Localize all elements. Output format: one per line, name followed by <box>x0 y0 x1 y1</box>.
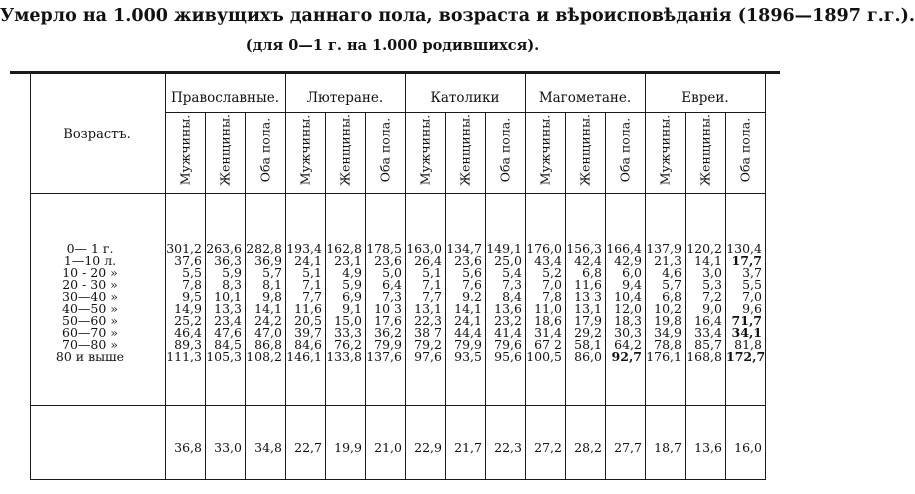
table-cell: 10 3 <box>374 301 402 316</box>
table-cell: 9.2 <box>462 289 482 304</box>
table-cell: 178,5 <box>366 241 402 256</box>
table-subtitle: (для 0—1 г. на 1.000 родившихся). <box>245 37 540 54</box>
value-column-both <box>726 241 766 364</box>
table-cell: 5,1 <box>302 265 322 280</box>
table-cell: 24,1 <box>294 253 322 268</box>
table-cell: 5,4 <box>502 265 522 280</box>
sex-label-male: Мужчины. <box>297 114 313 186</box>
table-cell: 23,6 <box>454 253 482 268</box>
table-cell: 9,6 <box>742 301 762 316</box>
value-column-male <box>646 243 682 363</box>
age-column <box>40 243 140 363</box>
table-cell: 162,8 <box>326 241 362 256</box>
table-cell: 79,2 <box>414 337 442 352</box>
table-cell: 100,5 <box>526 349 562 364</box>
table-cell: 39,7 <box>294 325 322 340</box>
table-cell: 108,2 <box>246 349 282 364</box>
table-cell: 11,0 <box>534 301 562 316</box>
value-column-both <box>246 243 282 363</box>
table-cell: 12,0 <box>614 301 642 316</box>
total-cell: 16,0 <box>734 440 762 455</box>
value-column-female <box>686 243 722 363</box>
group-header-rule <box>165 112 765 113</box>
table-cell: 81,8 <box>734 337 762 352</box>
table-cell: 11,6 <box>294 301 322 316</box>
table-cell: 95,6 <box>494 349 522 364</box>
table-cell: 36,3 <box>214 253 242 268</box>
table-cell: 19,8 <box>654 313 682 328</box>
table-cell: 130,4 <box>726 241 762 256</box>
table-cell: 17,6 <box>374 313 402 328</box>
sex-label-both: Оба пола. <box>497 117 513 183</box>
table-cell: 137,6 <box>366 349 402 364</box>
table-cell: 137,9 <box>646 241 682 256</box>
table-cell: 3,7 <box>742 265 762 280</box>
table-cell: 16,4 <box>694 313 722 328</box>
table-cell: 8,4 <box>502 289 522 304</box>
table-cell: 25,0 <box>494 253 522 268</box>
table-cell: 6,8 <box>582 265 602 280</box>
table-cell: 14,1 <box>254 301 282 316</box>
table-cell: 11,6 <box>574 277 602 292</box>
table-cell: 93,5 <box>454 349 482 364</box>
age-label: 70—80 » <box>62 337 118 352</box>
total-cell: 19,9 <box>334 440 362 455</box>
table-cell: 33,4 <box>694 325 722 340</box>
total-cell: 34,8 <box>254 440 282 455</box>
table-cell: 6,8 <box>662 289 682 304</box>
total-cell: 33,0 <box>214 440 242 455</box>
table-cell: 13,3 <box>214 301 242 316</box>
table-cell: 134,7 <box>446 241 482 256</box>
group-header-lutheran: Лютеране. <box>306 90 384 106</box>
table-cell: 282,8 <box>246 241 282 256</box>
table-cell: 24,1 <box>454 313 482 328</box>
table-cell: 7,7 <box>422 289 442 304</box>
table-cell: 8,1 <box>262 277 282 292</box>
table-cell: 7,3 <box>502 277 522 292</box>
table-cell: 42,9 <box>614 253 642 268</box>
group-header-jewish: Евреи. <box>681 90 729 106</box>
table-cell: 31,4 <box>534 325 562 340</box>
table-cell: 111,3 <box>166 349 202 364</box>
table-cell: 86,0 <box>574 349 602 364</box>
group-header-catholic: Католики <box>430 90 500 106</box>
table-cell: 14,9 <box>174 301 202 316</box>
table-cell: 5,1 <box>422 265 442 280</box>
table-cell: 120,2 <box>686 241 722 256</box>
table-cell: 9,4 <box>622 277 642 292</box>
table-cell: 176,1 <box>646 349 682 364</box>
table-cell: 5,0 <box>382 265 402 280</box>
table-cell: 23,4 <box>214 313 242 328</box>
sex-label-male: Мужчины. <box>537 114 553 186</box>
table-cell: 14,1 <box>454 301 482 316</box>
table-cell: 79,9 <box>454 337 482 352</box>
table-cell: 5,3 <box>702 277 722 292</box>
table-cell: 64,2 <box>614 337 642 352</box>
table-cell: 79,6 <box>494 337 522 352</box>
table-cell: 7,1 <box>302 277 322 292</box>
table-cell: 156,3 <box>566 241 602 256</box>
sex-label-female: Женщины. <box>457 114 473 186</box>
table-cell: 166,4 <box>606 241 642 256</box>
sex-label-male: Мужчины. <box>417 114 433 186</box>
total-cell: 21,0 <box>374 440 402 455</box>
age-label: 50—60 » <box>62 313 118 328</box>
table-cell: 17,7 <box>731 253 762 268</box>
total-cell: 28,2 <box>574 440 602 455</box>
value-column-female <box>326 243 362 363</box>
top-rule-thick <box>10 71 780 74</box>
age-label: 20 - 30 » <box>62 277 118 292</box>
table-cell: 4,9 <box>342 265 362 280</box>
table-cell: 7,6 <box>462 277 482 292</box>
total-cell: 27,7 <box>614 440 642 455</box>
table-cell: 43,4 <box>534 253 562 268</box>
table-cell: 34,9 <box>654 325 682 340</box>
table-cell: 15,0 <box>334 313 362 328</box>
table-bottom-rule <box>30 479 765 480</box>
age-label: 80 и выше <box>55 349 125 364</box>
table-cell: 13,1 <box>574 301 602 316</box>
table-cell: 5,5 <box>742 277 762 292</box>
table-cell: 10,1 <box>214 289 242 304</box>
value-column-female <box>566 243 602 363</box>
table-cell: 6,0 <box>622 265 642 280</box>
table-cell: 7,8 <box>182 277 202 292</box>
table-cell: 8,3 <box>222 277 242 292</box>
table-cell: 13,1 <box>414 301 442 316</box>
value-column-male <box>286 243 322 363</box>
sex-label-female: Женщины. <box>217 114 233 186</box>
total-cell: 18,7 <box>654 440 682 455</box>
table-cell: 67 2 <box>534 337 562 352</box>
value-column-both <box>366 243 402 363</box>
total-cell: 21,7 <box>454 440 482 455</box>
sex-label-both: Оба пола. <box>737 117 753 183</box>
value-column-female <box>446 243 482 363</box>
table-cell: 6,4 <box>382 277 402 292</box>
table-cell: 13,6 <box>494 301 522 316</box>
table-cell: 7,2 <box>702 289 722 304</box>
table-cell: 5,7 <box>662 277 682 292</box>
sex-label-female: Женщины. <box>337 114 353 186</box>
left-border <box>30 74 31 480</box>
total-cell: 22,3 <box>494 440 522 455</box>
table-cell: 10,4 <box>614 289 642 304</box>
table-cell: 5,9 <box>342 277 362 292</box>
table-cell: 7,8 <box>542 289 562 304</box>
table-cell: 47,0 <box>254 325 282 340</box>
total-cell: 13,6 <box>694 440 722 455</box>
table-cell: 23,2 <box>494 313 522 328</box>
table-cell: 149,1 <box>486 241 522 256</box>
sex-label-both: Оба пола. <box>257 117 273 183</box>
sex-label-male: Мужчины. <box>657 114 673 186</box>
value-column-both <box>486 243 522 363</box>
table-cell: 7,0 <box>742 289 762 304</box>
table-cell: 84,6 <box>294 337 322 352</box>
table-cell: 7,1 <box>422 277 442 292</box>
group-header-orthodox: Православные. <box>171 90 279 106</box>
table-cell: 20,5 <box>294 313 322 328</box>
table-cell: 133,8 <box>326 349 362 364</box>
table-cell: 163,0 <box>406 241 442 256</box>
value-column-both <box>606 243 642 363</box>
sex-label-both: Оба пола. <box>377 117 393 183</box>
table-cell: 34,1 <box>731 325 762 340</box>
table-cell: 29,2 <box>574 325 602 340</box>
table-cell: 10,2 <box>654 301 682 316</box>
table-cell: 84,5 <box>214 337 242 352</box>
table-cell: 21,3 <box>654 253 682 268</box>
age-label: 1—10 л. <box>63 253 117 268</box>
table-cell: 5,7 <box>262 265 282 280</box>
table-cell: 105,3 <box>206 349 242 364</box>
table-cell: 5,6 <box>462 265 482 280</box>
table-cell: 193,4 <box>286 241 322 256</box>
table-cell: 23,1 <box>334 253 362 268</box>
total-cell: 36,8 <box>174 440 202 455</box>
age-label: 10 - 20 » <box>62 265 118 280</box>
table-cell: 36,2 <box>374 325 402 340</box>
table-cell: 6,9 <box>342 289 362 304</box>
table-cell: 14,1 <box>694 253 722 268</box>
total-cell: 22,7 <box>294 440 322 455</box>
table-cell: 5,2 <box>542 265 562 280</box>
table-cell: 86,8 <box>254 337 282 352</box>
table-cell: 25,2 <box>174 313 202 328</box>
value-column-male <box>166 243 202 363</box>
table-cell: 41,4 <box>494 325 522 340</box>
group-header-muslim: Магометане. <box>538 90 632 106</box>
table-cell: 42,4 <box>574 253 602 268</box>
table-cell: 9,5 <box>182 289 202 304</box>
table-cell: 168,8 <box>686 349 722 364</box>
table-cell: 22,3 <box>414 313 442 328</box>
table-cell: 89,3 <box>174 337 202 352</box>
table-cell: 33,3 <box>334 325 362 340</box>
value-column-female <box>206 243 242 363</box>
table-cell: 5,5 <box>182 265 202 280</box>
table-cell: 18,6 <box>534 313 562 328</box>
table-cell: 7,0 <box>542 277 562 292</box>
table-cell: 9,8 <box>262 289 282 304</box>
header-bottom-rule <box>30 193 765 194</box>
table-cell: 3,0 <box>702 265 722 280</box>
totals-top-rule <box>30 405 765 406</box>
table-cell: 5,9 <box>222 265 242 280</box>
value-column-male <box>406 243 442 363</box>
right-border <box>765 74 766 480</box>
value-column-male <box>526 243 562 363</box>
sex-label-female: Женщины. <box>577 114 593 186</box>
table-cell: 263,6 <box>206 241 242 256</box>
age-label: 30—40 » <box>62 289 118 304</box>
table-cell: 36,9 <box>254 253 282 268</box>
table-cell: 301,2 <box>166 241 202 256</box>
table-cell: 85,7 <box>694 337 722 352</box>
table-cell: 7,3 <box>382 289 402 304</box>
sex-label-male: Мужчины. <box>177 114 193 186</box>
age-header: Возрастъ. <box>63 127 131 142</box>
table-cell: 37,6 <box>174 253 202 268</box>
total-cell: 22,9 <box>414 440 442 455</box>
age-label: 60—70 » <box>62 325 118 340</box>
table-cell: 172,7 <box>726 349 766 364</box>
table-cell: 76,2 <box>334 337 362 352</box>
total-cell: 27,2 <box>534 440 562 455</box>
table-cell: 44,4 <box>454 325 482 340</box>
table-cell: 146,1 <box>286 349 322 364</box>
table-cell: 46,4 <box>174 325 202 340</box>
table-cell: 18,3 <box>614 313 642 328</box>
table-cell: 58,1 <box>574 337 602 352</box>
table-cell: 13 3 <box>574 289 602 304</box>
table-cell: 7,7 <box>302 289 322 304</box>
table-cell: 17,9 <box>574 313 602 328</box>
table-cell: 26,4 <box>414 253 442 268</box>
table-cell: 97,6 <box>414 349 442 364</box>
table-cell: 78,8 <box>654 337 682 352</box>
age-label: 0— 1 г. <box>66 241 114 256</box>
sex-label-both: Оба пола. <box>617 117 633 183</box>
sex-label-female: Женщины. <box>697 114 713 186</box>
table-cell: 79,9 <box>374 337 402 352</box>
table-title: Умерло на 1.000 живущихъ даннаго пола, возраста и вѣроисповѣданія (1896—1897 г.г.). <box>0 6 915 26</box>
table-cell: 4,6 <box>662 265 682 280</box>
table-cell: 23,6 <box>374 253 402 268</box>
table-cell: 71,7 <box>731 313 762 328</box>
table-cell: 38 7 <box>414 325 442 340</box>
table-cell: 92,7 <box>611 349 642 364</box>
table-cell: 176,0 <box>526 241 562 256</box>
age-label: 40—50 » <box>62 301 118 316</box>
table-cell: 47,6 <box>214 325 242 340</box>
table-cell: 30,3 <box>614 325 642 340</box>
table-cell: 24,2 <box>254 313 282 328</box>
table-cell: 9,0 <box>702 301 722 316</box>
table-cell: 9,1 <box>342 301 362 316</box>
